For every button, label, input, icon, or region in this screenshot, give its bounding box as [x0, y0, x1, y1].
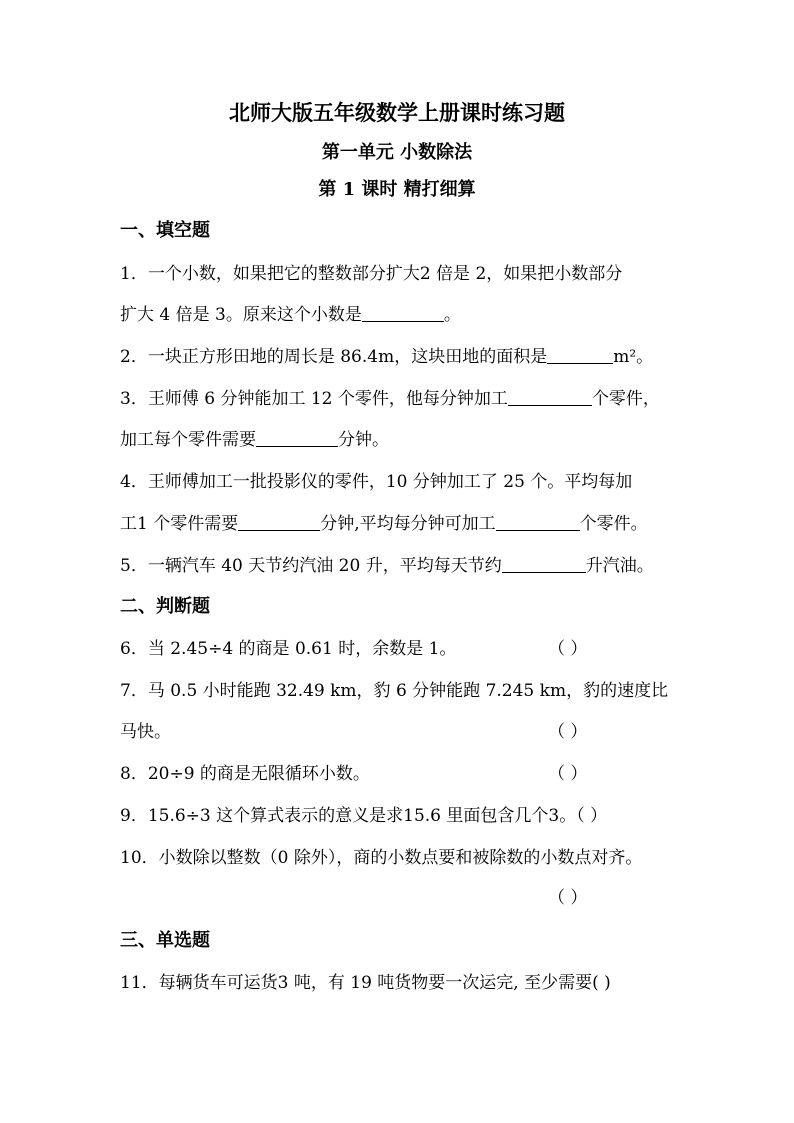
question-2-text: 2．一块正方形田地的周长是 86.4m，这块田地的面积是	[120, 347, 548, 367]
question-3-unit-2: 分钟。	[338, 430, 389, 450]
question-11: 11．每辆货车可运货3 吨，有 19 吨货物要一次运完, 至少需要( )	[120, 973, 611, 993]
answer-blank[interactable]	[362, 303, 444, 322]
section-true-false-heading: 二、判断题	[120, 596, 210, 617]
section-single-choice-heading: 三、单选题	[120, 930, 210, 951]
answer-blank[interactable]	[256, 428, 338, 447]
answer-blank[interactable]	[238, 512, 320, 531]
question-7-line-2: 马快。	[120, 722, 171, 742]
question-4-line-2	[120, 512, 648, 536]
question-7-line-1: 7．马 0.5 小时能跑 32.49 km，豹 6 分钟能跑 7.245 km，豹的速度比	[120, 681, 669, 701]
answer-blank[interactable]	[508, 387, 592, 406]
question-1-end: 。	[443, 305, 461, 325]
question-2-unit: m²。	[613, 347, 654, 367]
question-10: 10．小数除以整数（0 除外），商的小数点要和被除数的小数点对齐。	[120, 848, 643, 868]
question-3-line-2	[120, 428, 389, 452]
question-3-unit: 个零件，	[591, 389, 660, 409]
question-4-end: 个零件。	[579, 514, 648, 534]
question-9: 9．15.6÷3 这个算式表示的意义是求15.6 里面包含几个3。（ ）	[120, 806, 608, 826]
worksheet-title: 北师大版五年级数学上册课时练习题	[229, 100, 565, 125]
answer-blank[interactable]	[502, 554, 586, 573]
question-3-text: 3．王师傅 6 分钟能加工 12 个零件，他每分钟加工	[120, 389, 508, 409]
question-1-text: 扩大 4 倍是 3。原来这个小数是	[120, 305, 362, 325]
question-1-line-2	[120, 303, 461, 327]
question-4-text: 工1 个零件需要	[120, 514, 239, 534]
question-1-line-1: 1．一个小数，如果把它的整数部分扩大2 倍是 2，如果把小数部分	[120, 264, 623, 284]
question-5-end: 升汽油。	[585, 556, 654, 576]
question-5	[120, 554, 654, 578]
question-3-line-1	[120, 387, 660, 411]
answer-blank[interactable]	[547, 345, 613, 364]
question-5-text: 5．一辆汽车 40 天节约汽油 20 升，平均每天节约	[120, 556, 502, 576]
unit-title: 第一单元 小数除法	[321, 142, 473, 163]
question-8: 8．20÷9 的商是无限循环小数。	[120, 764, 370, 784]
answer-parentheses[interactable]: （ ）	[548, 722, 588, 742]
question-2	[120, 345, 653, 369]
lesson-title: 第 1 课时 精打细算	[318, 179, 476, 200]
question-4-line-1: 4．王师傅加工一批投影仪的零件，10 分钟加工了 25 个。平均每加	[120, 472, 633, 492]
answer-parentheses[interactable]: （ ）	[548, 639, 588, 659]
question-3-text-2: 加工每个零件需要	[120, 430, 256, 450]
question-6: 6．当 2.45÷4 的商是 0.61 时，余数是 1。	[120, 639, 457, 659]
section-fill-blank-heading: 一、填空题	[120, 220, 210, 241]
answer-parentheses[interactable]: （ ）	[548, 764, 588, 784]
question-4-mid: 分钟,平均每分钟可加工	[320, 514, 496, 534]
answer-parentheses[interactable]: （ ）	[548, 888, 588, 908]
answer-blank[interactable]	[496, 512, 580, 531]
